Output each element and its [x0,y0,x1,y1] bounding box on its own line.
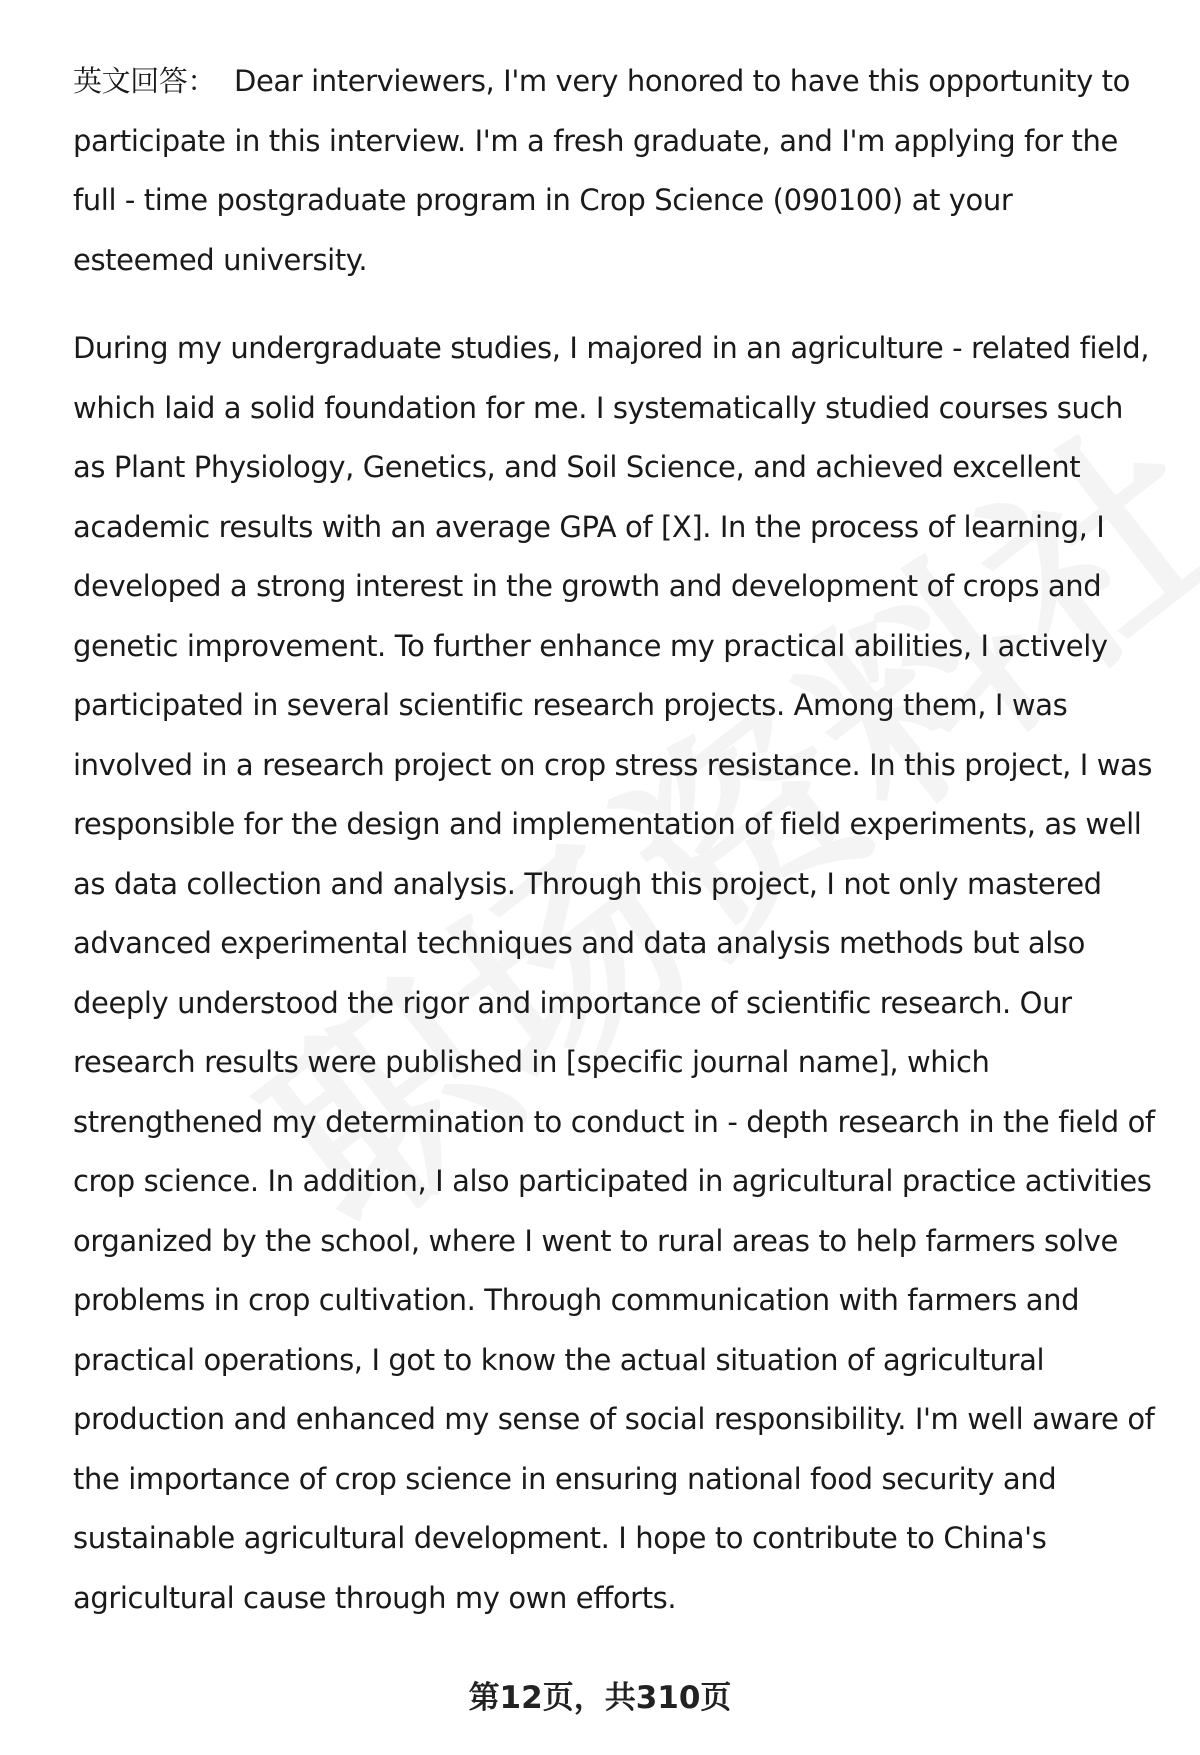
document-body [73,52,1158,1628]
answer-label: 英文回答： [73,64,217,98]
page-number-footer: 第12页，共310页 [468,1680,732,1716]
paragraph-intro [73,52,1158,290]
paragraph-intro-text: Dear interviewers, I'm very honored to have this opportunity to participate in this interview. I'm a fresh graduate, and I'm applying for the full - time postgraduate program in Crop Science (090100) at your esteemed university. [73,64,1130,277]
paragraph-background: During my undergraduate studies, I majored in an agriculture - related field, which laid a solid foundation for me. I systematically studied courses such as Plant Physiology, Genetics, and Soil Science, and achieved excellent academic results with an average GPA of [X]. In the process of learning, I developed a strong interest in the growth and development of crops and genetic improvement. To further enhance my practical abilities, I actively participated in several scientific research projects. Among them, I was involved in a research project on crop stress resistance. In this project, I was responsible for the design and implementation of field experiments, as well as data collection and analysis. Through this project, I not only mastered advanced experimental techniques and data analysis methods but also deeply understood the rigor and importance of scientific research. Our research results were published in [specific journal name], which strengthened my determination to conduct in - depth research in the field of crop science. In addition, I also participated in agricultural practice activities organized by the school, where I went to rural areas to help farmers solve problems in crop cultivation. Through communication with farmers and practical operations, I got to know the actual situation of agricultural production and enhanced my sense of social responsibility. I'm well aware of the importance of crop science in ensuring national food security and sustainable agricultural development. I hope to contribute to China's agricultural cause through my own efforts. [73,331,1155,1615]
